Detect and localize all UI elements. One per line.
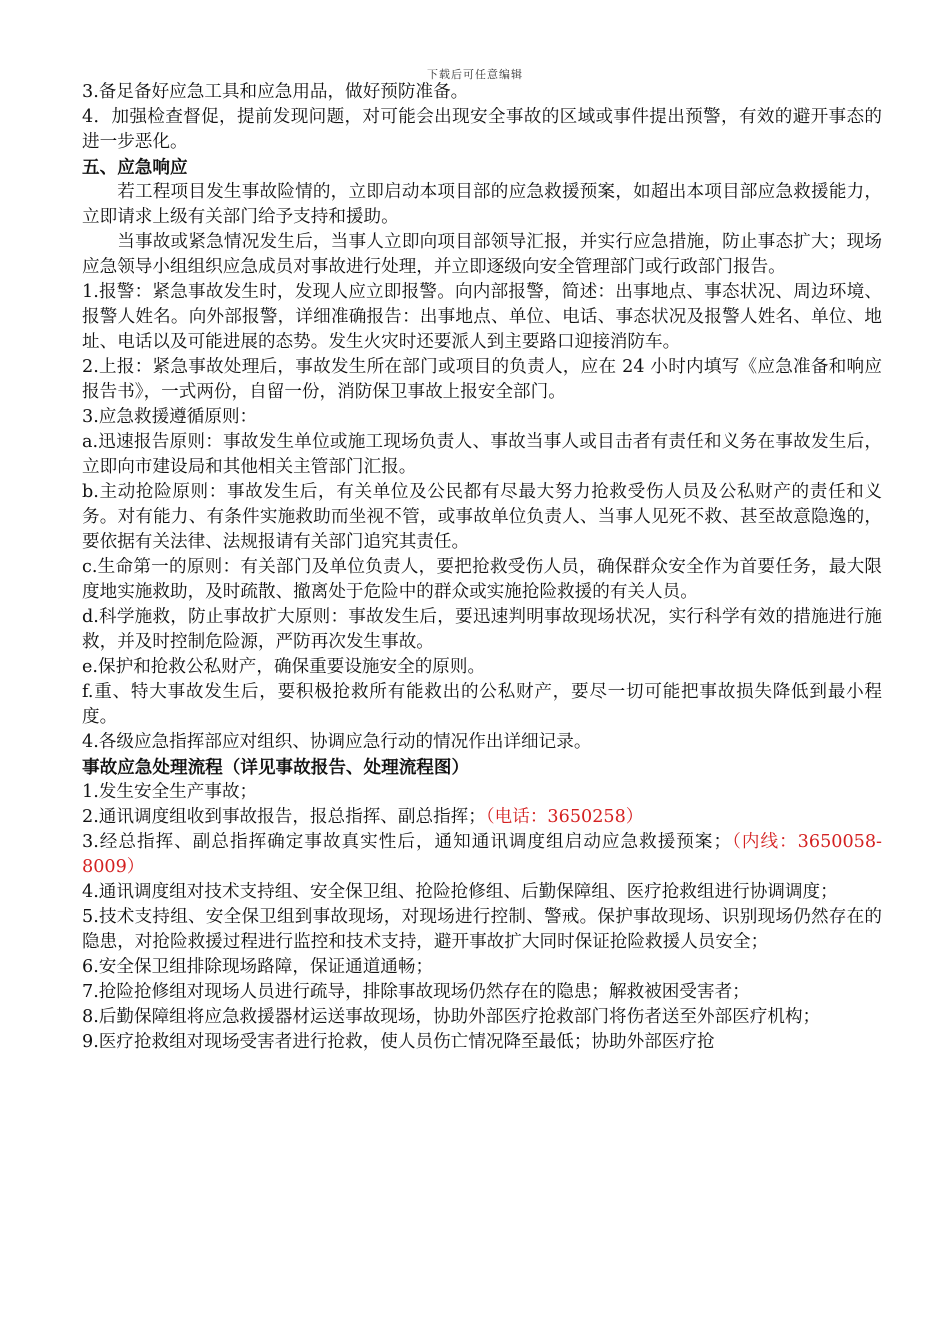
paragraph: f.重、特大事故发生后，要积极抢救所有能救出的公私财产，要尽一切可能把事故损失降低到最小程度。 bbox=[82, 682, 882, 727]
paragraph: 4．加强检查督促，提前发现问题，对可能会出现安全事故的区域或事件提出预警，有效的避开事态的进一步恶化。 bbox=[82, 107, 882, 152]
paragraph: 当事故或紧急情况发生后，当事人立即向项目部领导汇报，并实行应急措施，防止事态扩大；现场应急领导小组组织应急成员对事故进行处理，并立即逐级向安全管理部门或行政部门报告。 bbox=[82, 232, 882, 277]
paragraph: 2.上报：紧急事故处理后，事故发生所在部门或项目的负责人，应在 24 小时内填写《应急准备和响应报告书》，一式两份，自留一份，消防保卫事故上报安全部门。 bbox=[82, 357, 882, 402]
section-heading: 五、应急响应 bbox=[82, 157, 188, 178]
paragraph: b.主动抢险原则：事故发生后，有关单位及公民都有尽最大努力抢救受伤人员及公私财产的责任和义务。对有能力、有条件实施救助而坐视不管，或事故单位负责人、当事人见死不救、甚至故意隐逸的，要依据有关法律、法规报请有关部门追究其责任。 bbox=[82, 482, 882, 552]
document-body bbox=[82, 80, 882, 1055]
paragraph-text: 3.经总指挥、副总指挥确定事故真实性后，通知通讯调度组启动应急救援预案； bbox=[82, 832, 732, 852]
paragraph: e.保护和抢救公私财产，确保重要设施安全的原则。 bbox=[82, 657, 486, 677]
paragraph: d.科学施救，防止事故扩大原则：事故发生后，要迅速判明事故现场状况，实行科学有效的措施进行施救，并及时控制危险源，严防再次发生事故。 bbox=[82, 607, 882, 652]
paragraph-text: 2.通讯调度组收到事故报告，报总指挥、副总指挥； bbox=[82, 807, 486, 827]
paragraph bbox=[82, 830, 882, 880]
paragraph: 7.抢险抢修组对现场人员进行疏导，排除事故现场仍然存在的隐患；解救被困受害者； bbox=[82, 982, 750, 1002]
paragraph: a.迅速报告原则：事故发生单位或施工现场负责人、事故当事人或目击者有责任和义务在事故发生后，立即向市建设局和其他相关主管部门汇报。 bbox=[82, 432, 882, 477]
paragraph bbox=[82, 805, 882, 830]
header-watermark: 下载后可任意编辑 bbox=[427, 68, 523, 81]
paragraph: 4.各级应急指挥部应对组织、协调应急行动的情况作出详细记录。 bbox=[82, 732, 592, 752]
internal-line-number: （内线：3650058-8009） bbox=[82, 832, 882, 877]
paragraph: 1.发生安全生产事故； bbox=[82, 782, 258, 802]
section-heading: 事故应急处理流程（详见事故报告、处理流程图） bbox=[82, 757, 470, 778]
paragraph: 6.安全保卫组排除现场路障，保证通道通畅； bbox=[82, 957, 434, 977]
paragraph: 5.技术支持组、安全保卫组到事故现场，对现场进行控制、警戒。保护事故现场、识别现场仍然存在的隐患，对抢险救援过程进行监控和技术支持，避开事故扩大同时保证抢险救援人员安全； bbox=[82, 907, 882, 952]
paragraph: 4.通讯调度组对技术支持组、安全保卫组、抢险抢修组、后勤保障组、医疗抢救组进行协调调度； bbox=[82, 882, 838, 902]
paragraph: 8.后勤保障组将应急救援器材运送事故现场，协助外部医疗抢救部门将伤者送至外部医疗机构； bbox=[82, 1007, 821, 1027]
paragraph: 3.应急救援遵循原则： bbox=[82, 407, 258, 427]
paragraph: 3.备足备好应急工具和应急用品，做好预防准备。 bbox=[82, 82, 469, 102]
phone-number: （电话：3650258） bbox=[485, 807, 644, 827]
paragraph: 若工程项目发生事故险情的，立即启动本项目部的应急救援预案，如超出本项目部应急救援能力，立即请求上级有关部门给予支持和援助。 bbox=[82, 182, 882, 227]
paragraph: 9.医疗抢救组对现场受害者进行抢救，使人员伤亡情况降至最低；协助外部医疗抢 bbox=[82, 1032, 715, 1052]
paragraph: 1.报警：紧急事故发生时，发现人应立即报警。向内部报警，简述：出事地点、事态状况、周边环境、报警人姓名。向外部报警，详细准确报告：出事地点、单位、电话、事态状况及报警人姓名、单位、地址、电话以及可能进展的态势。发生火灾时还要派人到主要路口迎接消防车。 bbox=[82, 282, 882, 352]
paragraph: c.生命第一的原则：有关部门及单位负责人，要把抢救受伤人员，确保群众安全作为首要任务，最大限度地实施救助，及时疏散、撤离处于危险中的群众或实施抢险救援的有关人员。 bbox=[82, 557, 882, 602]
